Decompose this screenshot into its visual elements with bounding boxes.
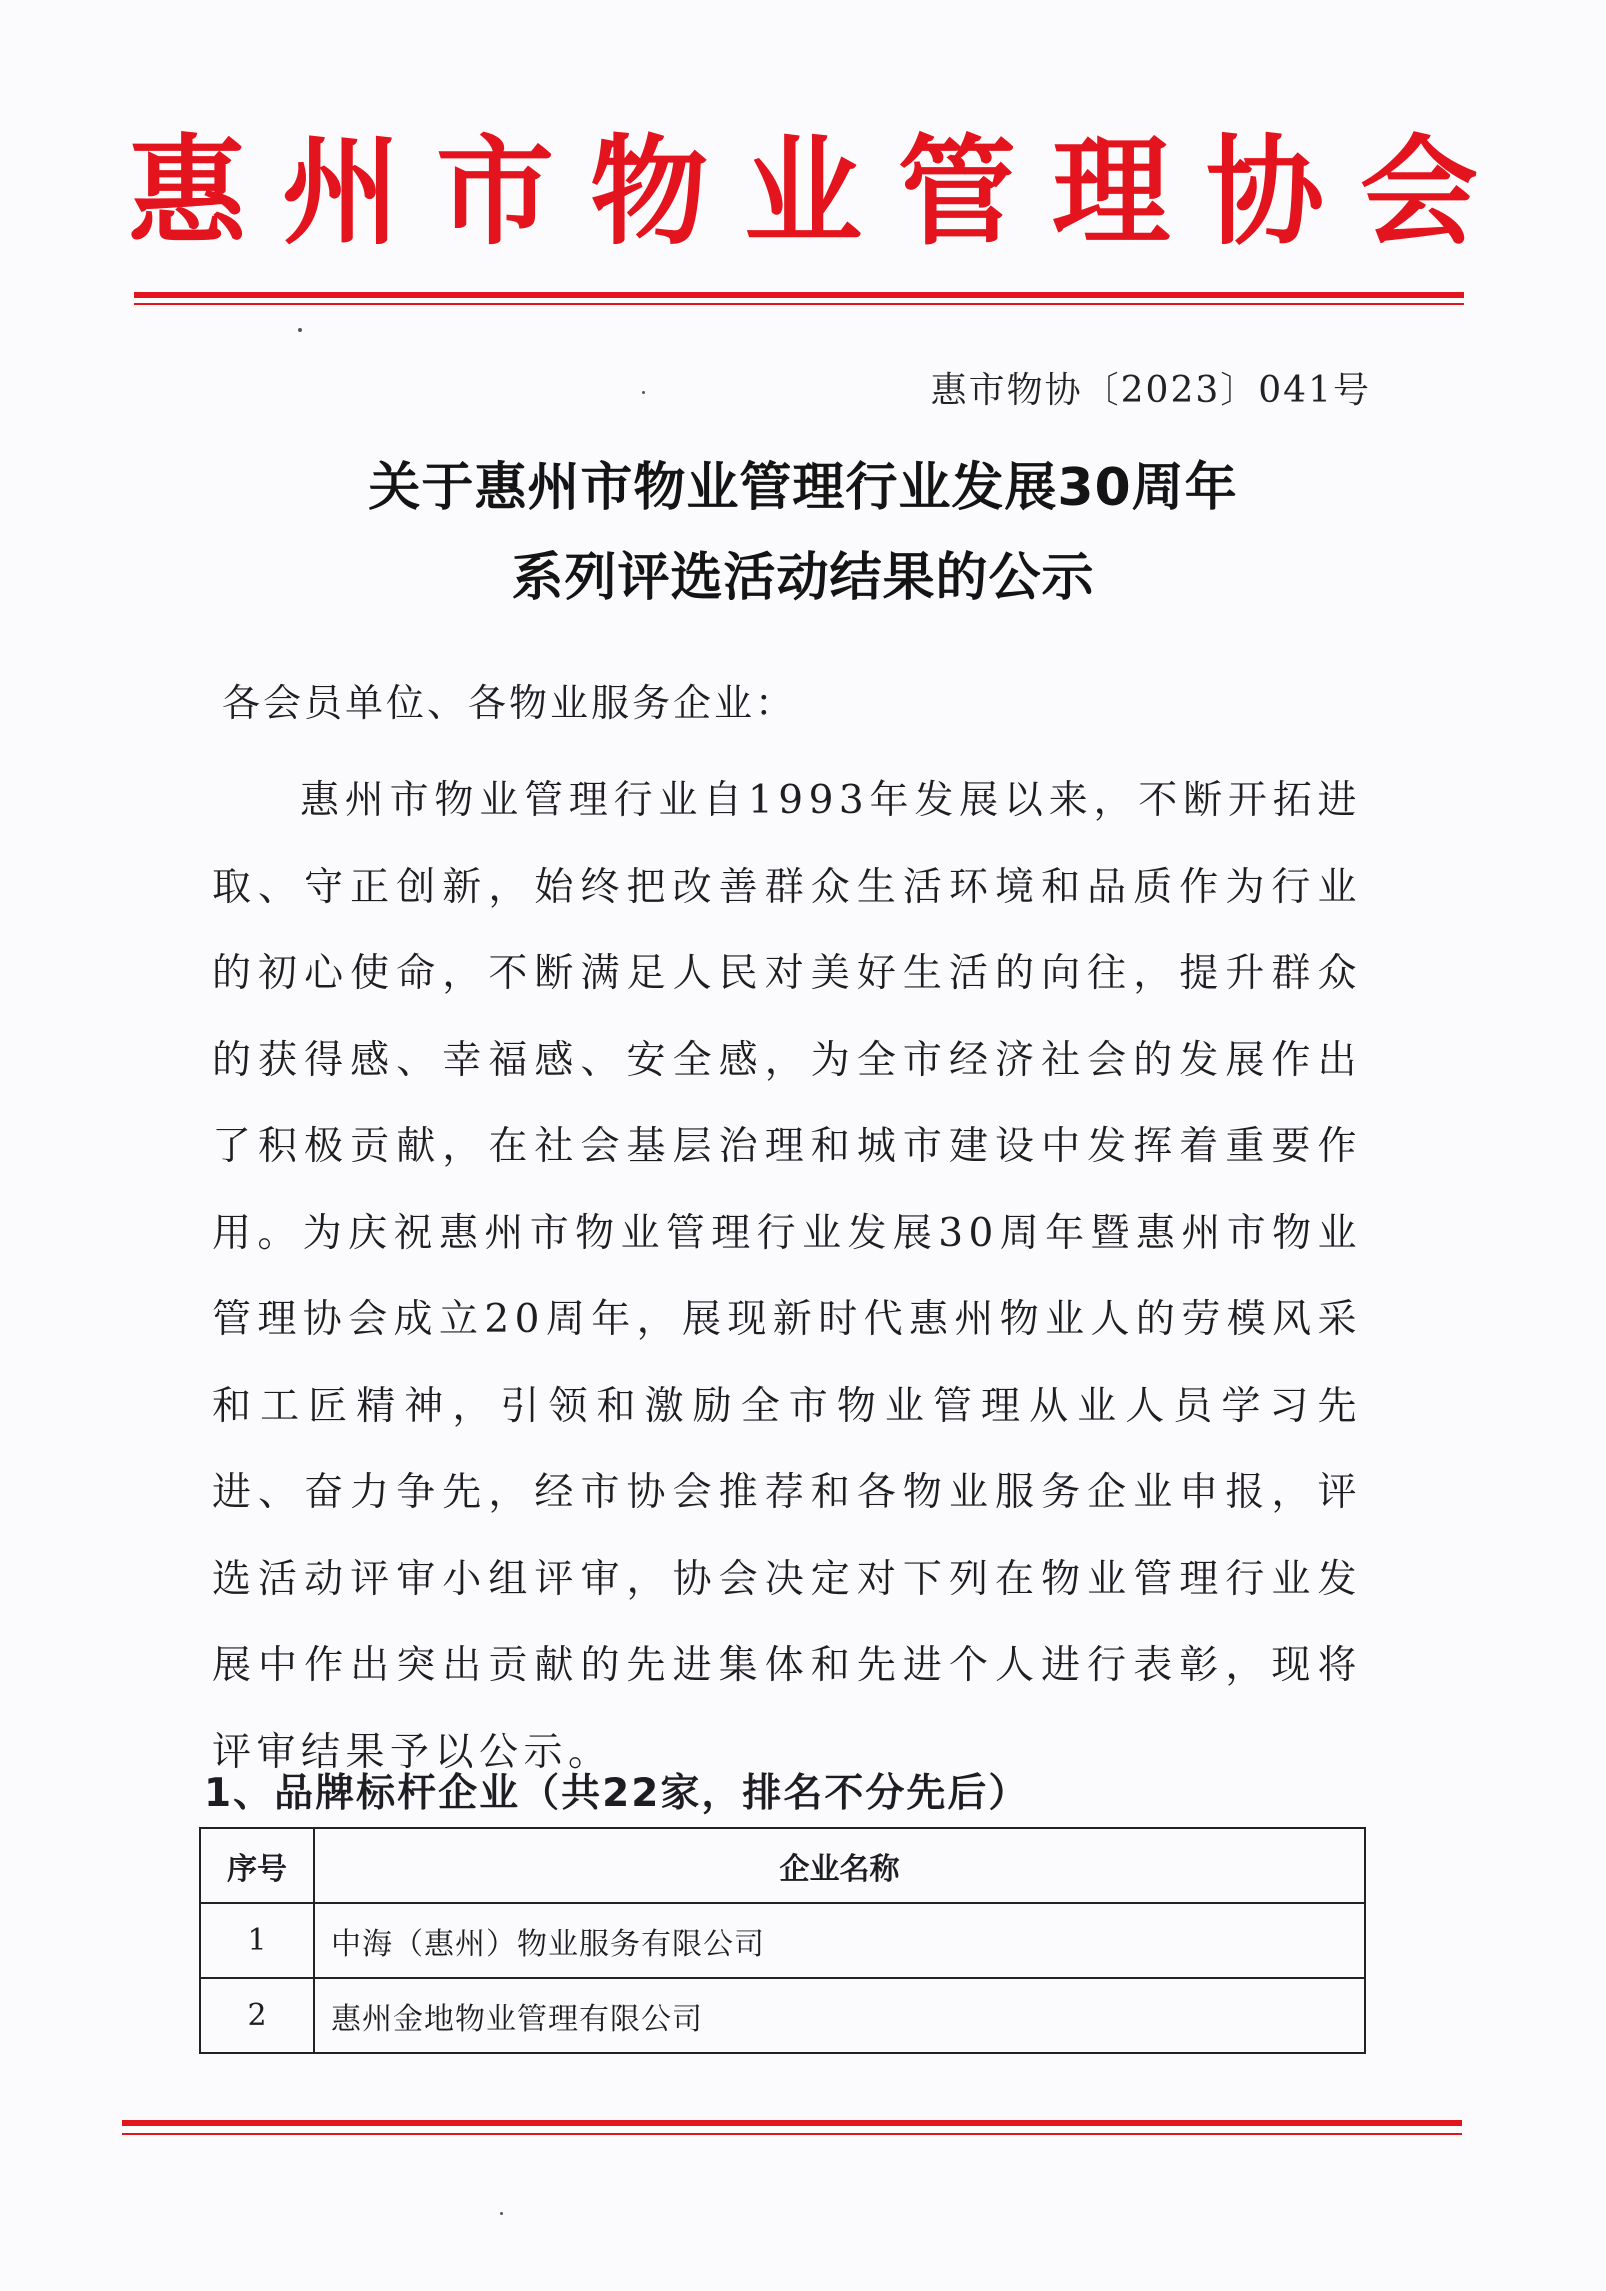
letterhead-rule-top-thin [134, 303, 1464, 305]
document-number: 惠市物协〔2023〕041号 [930, 370, 1371, 411]
document-title-line-2: 系列评选活动结果的公示 [511, 548, 1095, 608]
table-row [200, 1903, 1365, 1978]
company-name: 惠州金地物业管理有限公司 [314, 1978, 1365, 2053]
scan-speck [500, 2212, 503, 2215]
salutation: 各会员单位、各物业服务企业： [222, 681, 797, 725]
company-table [199, 1827, 1366, 2054]
scan-speck [642, 391, 645, 394]
footer-rule-thick [122, 2120, 1462, 2126]
footer-rule-thin [122, 2133, 1462, 2135]
scan-speck [298, 328, 302, 332]
column-header-name: 企业名称 [314, 1828, 1365, 1903]
table-header-row [200, 1828, 1365, 1903]
row-index: 2 [200, 1978, 314, 2053]
column-header-index: 序号 [200, 1828, 314, 1903]
company-name: 中海（惠州）物业服务有限公司 [314, 1903, 1365, 1978]
body-paragraph: 惠州市物业管理行业自1993年发展以来，不断开拓进取、守正创新，始终把改善群众生活环境和品质作为行业的初心使命，不断满足人民对美好生活的向往，提升群众的获得感、幸福感、安全感，为全市经济社会的发展作出了积极贡献，在社会基层治理和城市建设中发挥着重要作用。为庆祝惠州市物业管理行业发展30周年暨惠州市物业管理协会成立20周年，展现新时代惠州物业人的劳模风采和工匠精神，引领和激励全市物业管理从业人员学习先进、奋力争先，经市协会推荐和各物业服务企业申报，评选活动评审小组评审，协会决定对下列在物业管理行业发展中作出突出贡献的先进集体和先进个人进行表彰，现将评审结果予以公示。 [212, 778, 1362, 1775]
letterhead-rule-top-thick [134, 292, 1464, 298]
document-title-line-1: 关于惠州市物业管理行业发展30周年 [368, 458, 1238, 518]
row-index: 1 [200, 1903, 314, 1978]
section-heading: 1、品牌标杆企业（共22家，排名不分先后） [204, 1771, 1030, 1816]
table-row [200, 1978, 1365, 2053]
organization-letterhead: 惠州市物业管理协会 [127, 123, 1514, 261]
